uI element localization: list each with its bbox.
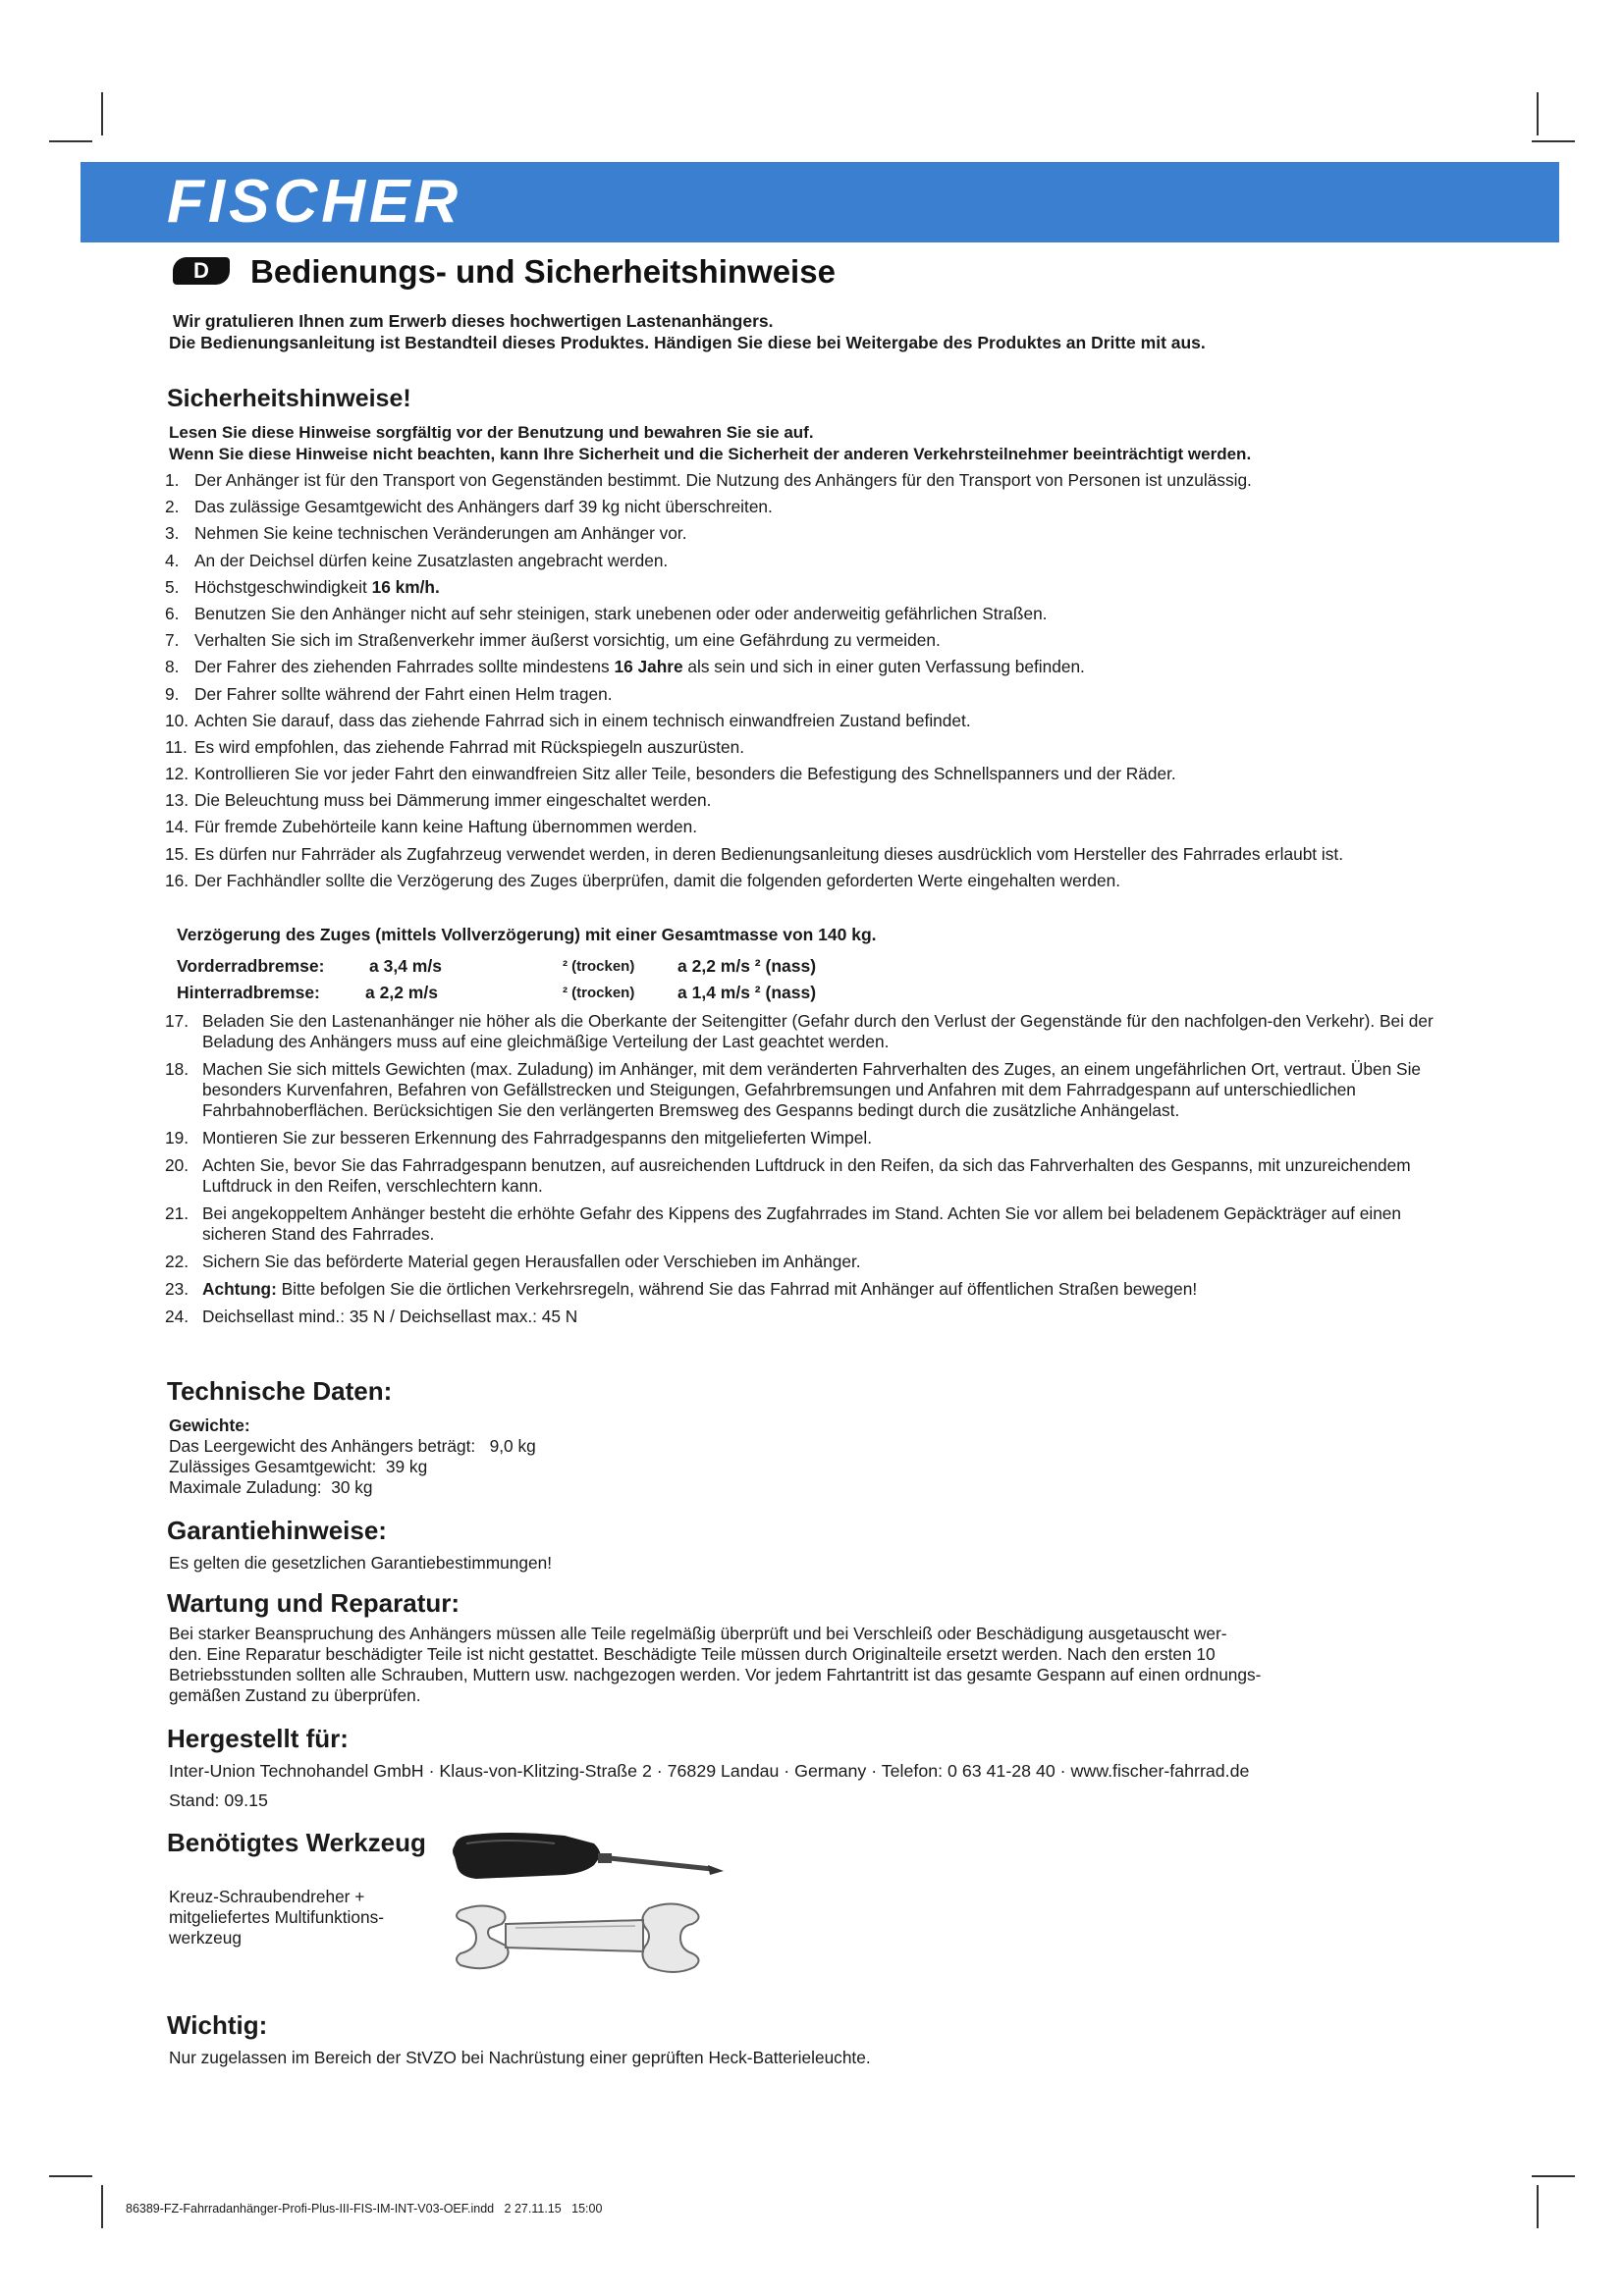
manufacturer-heading: Hergestellt für: (167, 1724, 349, 1753)
brake-label: Hinterradbremse: (177, 983, 320, 1002)
list-item-number: 20. (165, 1155, 189, 1175)
list-item-text-part: als sein und sich in einer guten Verfassung befinden. (682, 657, 1085, 677)
list-item (165, 576, 1441, 598)
list-item-text: Kontrollieren Sie vor jeder Fahrt den einwandfreien Sitz aller Teile, besonders die Befestigung des Schnellspanners und der Räder. (194, 764, 1176, 784)
warranty-text: Es gelten die gesetzlichen Garantiebestimmungen! (169, 1553, 553, 1573)
list-item-text: Achten Sie, bevor Sie das Fahrradgespann benutzen, auf ausreichenden Luftdruck in den Reifen, da sich das Fahrverhalten des Gespanns, mit unzureichendem Luftdruck in den Reifen, verschlechtern kann. (202, 1155, 1411, 1196)
list-item-text: Benutzen Sie den Anhänger nicht auf sehr steinigen, stark unebenen oder oder anderweitig gefährlichen Straßen. (194, 603, 1048, 623)
tech-lines (169, 1436, 536, 1498)
manufacturer-address: Inter-Union Technohandel GmbH · Klaus-von-Klitzing-Straße 2 · 76829 Landau · Germany · Telefon: 0 63 41-28 40 · www.fischer-fahrrad.de (169, 1761, 1250, 1781)
tech-line: Maximale Zuladung: 30 kg (169, 1477, 373, 1497)
list-item-number: 3. (165, 523, 180, 544)
safety-heading: Sicherheitshinweise! (167, 385, 411, 412)
brand-logo: FISCHER (167, 168, 462, 236)
list-item-number: 14. (165, 817, 189, 837)
list-item-number: 16. (165, 870, 189, 890)
brake-dry-value: a 2,2 m/s (365, 983, 438, 1002)
list-item-text: An der Deichsel dürfen keine Zusatzlasten angebracht werden. (194, 550, 669, 570)
list-item-text-part: Höchstgeschwindigkeit (194, 576, 372, 597)
list-item (165, 1011, 1441, 1052)
list-item-text (194, 656, 1441, 677)
intro-line: Die Bedienungsanleitung ist Bestandteil dieses Produktes. Händigen Sie diese bei Weitergabe des Produktes an Dritte mit aus. (169, 333, 1206, 352)
list-item-number: 6. (165, 603, 180, 623)
list-item-text: Nehmen Sie keine technischen Veränderungen am Anhänger vor. (194, 523, 687, 544)
print-footer: 86389-FZ-Fahrradanhänger-Profi-Plus-III-FIS-IM-INT-V03-OEF.indd 2 27.11.15 15:00 (126, 2202, 603, 2216)
list-item (165, 843, 1441, 865)
list-item-number: 18. (165, 1059, 189, 1079)
language-badge: D (173, 257, 230, 285)
brake-dry-value: a 3,4 m/s (369, 956, 442, 976)
maintenance-line: gemäßen Zustand zu überprüfen. (169, 1685, 421, 1705)
list-item (165, 710, 1441, 731)
manufacturer-date: Stand: 09.15 (169, 1790, 268, 1810)
list-item (165, 1128, 1441, 1148)
maintenance-heading: Wartung und Reparatur: (167, 1588, 460, 1618)
list-item (165, 1155, 1441, 1197)
intro-line: Wir gratulieren Ihnen zum Erwerb dieses hochwertigen Lastenanhängers. (173, 311, 774, 331)
list-item-text: Bei angekoppeltem Anhänger besteht die erhöhte Gefahr des Kippens des Zugfahrrades im Stand. Achten Sie vor allem bei beladenem Gepäckträger auf einen sicheren Stand des Fahrrades. (202, 1203, 1402, 1244)
list-item-number: 9. (165, 683, 180, 704)
tools-heading: Benötigtes Werkzeug (167, 1828, 426, 1857)
list-item (165, 1252, 1441, 1272)
list-item-text-part: Der Fahrer des ziehenden Fahrrades sollte mindestens (194, 657, 615, 677)
list-item (165, 1203, 1441, 1245)
crop-mark (101, 2185, 103, 2228)
list-item-text: Für fremde Zubehörteile kann keine Haftung übernommen werden. (194, 817, 697, 837)
list-item (165, 763, 1441, 784)
list-item-number: 21. (165, 1203, 189, 1223)
list-item-text: Die Beleuchtung muss bei Dämmerung immer eingeschaltet werden. (194, 790, 712, 811)
list-item-emphasis: Achtung: (202, 1279, 277, 1299)
list-item-emphasis: 16 Jahre (614, 657, 683, 677)
list-item (165, 1279, 1441, 1300)
list-item-text (194, 576, 1441, 598)
list-item (165, 816, 1441, 837)
list-item (165, 629, 1441, 651)
brake-dry-note: ² (trocken) (563, 985, 635, 1001)
list-item-number: 22. (165, 1252, 189, 1271)
list-item (165, 736, 1441, 758)
list-item-text: Machen Sie sich mittels Gewichten (max. Zuladung) im Anhänger, mit dem veränderten Fahrverhalten des Zuges, an einem ungefährlichen Ort, vertraut. Üben Sie besonders Kurvenfahren, Befahren von Gefällstrecken und Steigungen, Gefahrbremsungen und Anfahren mit dem Fahrradgespann auf unterschiedlichen Fahrbahnoberflächen. Berücksichtigen Sie den verlängerten Bremsweg des Gespanns bedingt durch die zusätzliche Anhängelast. (202, 1059, 1422, 1120)
important-text: Nur zugelassen im Bereich der StVZO bei Nachrüstung einer geprüften Heck-Batterieleuchte. (169, 2048, 871, 2067)
crop-mark (1532, 140, 1575, 142)
wrench-icon (447, 1896, 712, 1980)
safety-warning (169, 422, 1563, 465)
list-item-number: 11. (165, 736, 188, 757)
maintenance-line: Betriebsstunden sollten alle Schrauben, Muttern usw. nachgezogen werden. Vor jedem Fahrtantritt ist das gesamte Gespann auf einen ordnungs- (169, 1665, 1262, 1684)
list-item-text: Montieren Sie zur besseren Erkennung des Fahrradgespanns den mitgelieferten Wimpel. (202, 1128, 873, 1148)
list-item-emphasis: 16 km/h. (371, 576, 440, 597)
brand-banner (81, 162, 1559, 242)
list-item-number: 17. (165, 1011, 189, 1031)
list-item-text: Achten Sie darauf, dass das ziehende Fahrrad sich in einem technisch einwandfreien Zustand befindet. (194, 710, 971, 730)
brake-wet-value: a 1,4 m/s ² (nass) (677, 983, 817, 1002)
brake-dry-note: ² (trocken) (563, 958, 635, 975)
list-item-number: 19. (165, 1128, 189, 1148)
list-item-text: Es dürfen nur Fahrräder als Zugfahrzeug verwendet werden, in deren Bedienungsanleitung dieses ausdrücklich vom Hersteller des Fahrrades erlaubt ist. (194, 843, 1343, 864)
list-item-text (202, 1279, 1441, 1300)
list-item-number: 5. (165, 576, 180, 597)
intro-text (169, 310, 1543, 353)
tech-line: Das Leergewicht des Anhängers beträgt: 9,0 kg (169, 1436, 536, 1456)
list-item-number: 12. (165, 764, 189, 784)
list-item-text: Verhalten Sie sich im Straßenverkehr immer äußerst vorsichtig, um eine Gefährdung zu vermeiden. (194, 630, 941, 651)
list-item-number: 23. (165, 1279, 189, 1299)
list-item-number: 13. (165, 790, 189, 811)
list-item (165, 789, 1441, 811)
brake-label: Vorderradbremse: (177, 956, 325, 976)
list-item-number: 2. (165, 497, 180, 517)
list-item-number: 15. (165, 843, 189, 864)
list-item-text: Es wird empfohlen, das ziehende Fahrrad mit Rückspiegeln auszurüsten. (194, 736, 745, 757)
crop-mark (1537, 2185, 1539, 2228)
list-item-text-part: Bitte befolgen Sie die örtlichen Verkehrsregeln, während Sie das Fahrrad mit Anhänger auf öffentlichen Straßen bewegen! (276, 1279, 1198, 1299)
list-item (165, 656, 1441, 677)
list-item-text: Der Fahrer sollte während der Fahrt einen Helm tragen. (194, 683, 613, 704)
safety-list-continued (165, 1011, 1441, 1334)
important-heading: Wichtig: (167, 2010, 268, 2040)
tools-line: Kreuz-Schraubendreher + (169, 1887, 365, 1906)
tools-line: mitgeliefertes Multifunktions- (169, 1907, 384, 1927)
list-item-number: 4. (165, 550, 180, 570)
maintenance-line: Bei starker Beanspruchung des Anhängers müssen alle Teile regelmäßig überprüft und bei Verschleiß oder Beschädigung ausgetauscht wer- (169, 1624, 1227, 1643)
tech-subheading: Gewichte: (169, 1415, 250, 1435)
list-item (165, 550, 1441, 571)
list-item (165, 603, 1441, 624)
warranty-heading: Garantiehinweise: (167, 1516, 387, 1545)
list-item (165, 522, 1441, 544)
warning-line: Lesen Sie diese Hinweise sorgfältig vor der Benutzung und bewahren Sie sie auf. (169, 423, 814, 442)
list-item (165, 469, 1441, 491)
list-item-number: 10. (165, 710, 189, 730)
list-item-text: Der Anhänger ist für den Transport von Gegenständen bestimmt. Die Nutzung des Anhängers für den Transport von Personen ist unzulässig. (194, 470, 1252, 490)
screwdriver-icon (447, 1824, 731, 1893)
list-item-number: 8. (165, 657, 180, 677)
page-title: Bedienungs- und Sicherheitshinweise (250, 253, 836, 290)
safety-list (165, 469, 1441, 896)
list-item (165, 870, 1441, 891)
maintenance-line: den. Eine Reparatur beschädigter Teile ist nicht gestattet. Beschädigte Teile müssen durch Originalteile ersetzt werden. Nach den ersten 10 (169, 1644, 1216, 1664)
list-item-number: 7. (165, 630, 180, 651)
list-item (165, 496, 1441, 517)
tech-line: Zulässiges Gesamtgewicht: 39 kg (169, 1457, 428, 1476)
brake-wet-value: a 2,2 m/s ² (nass) (677, 956, 817, 976)
tools-text (169, 1887, 384, 1949)
list-item-text: Deichsellast mind.: 35 N / Deichsellast max.: 45 N (202, 1307, 578, 1326)
list-item-text: Beladen Sie den Lastenanhänger nie höher als die Oberkante der Seitengitter (Gefahr durch den Verlust der Gegenstände für den nachfolgen-den Verkehr). Bei der Beladung des Anhängers muss auf eine gleichmäßige Verteilung der Last geachtet werden. (202, 1011, 1434, 1051)
list-item-number: 1. (165, 470, 180, 490)
crop-mark (1532, 2175, 1575, 2177)
list-item (165, 1059, 1441, 1121)
tech-heading: Technische Daten: (167, 1376, 393, 1406)
crop-mark (101, 92, 103, 135)
warning-line: Wenn Sie diese Hinweise nicht beachten, kann Ihre Sicherheit und die Sicherheit der anderen Verkehrsteilnehmer beeinträchtigt werden. (169, 445, 1252, 463)
deceleration-heading: Verzögerung des Zuges (mittels Vollverzögerung) mit einer Gesamtmasse von 140 kg. (177, 925, 877, 944)
crop-mark (1537, 92, 1539, 135)
list-item-text: Das zulässige Gesamtgewicht des Anhängers darf 39 kg nicht überschreiten. (194, 497, 773, 517)
list-item-text: Sichern Sie das beförderte Material gegen Herausfallen oder Verschieben im Anhänger. (202, 1252, 861, 1271)
tools-line: werkzeug (169, 1928, 242, 1948)
crop-mark (49, 2175, 92, 2177)
list-item (165, 683, 1441, 705)
list-item-text: Der Fachhändler sollte die Verzögerung des Zuges überprüfen, damit die folgenden geforderten Werte eingehalten werden. (194, 870, 1121, 890)
list-item-number: 24. (165, 1307, 189, 1326)
crop-mark (49, 140, 92, 142)
maintenance-text (169, 1624, 1563, 1706)
list-item (165, 1307, 1441, 1327)
